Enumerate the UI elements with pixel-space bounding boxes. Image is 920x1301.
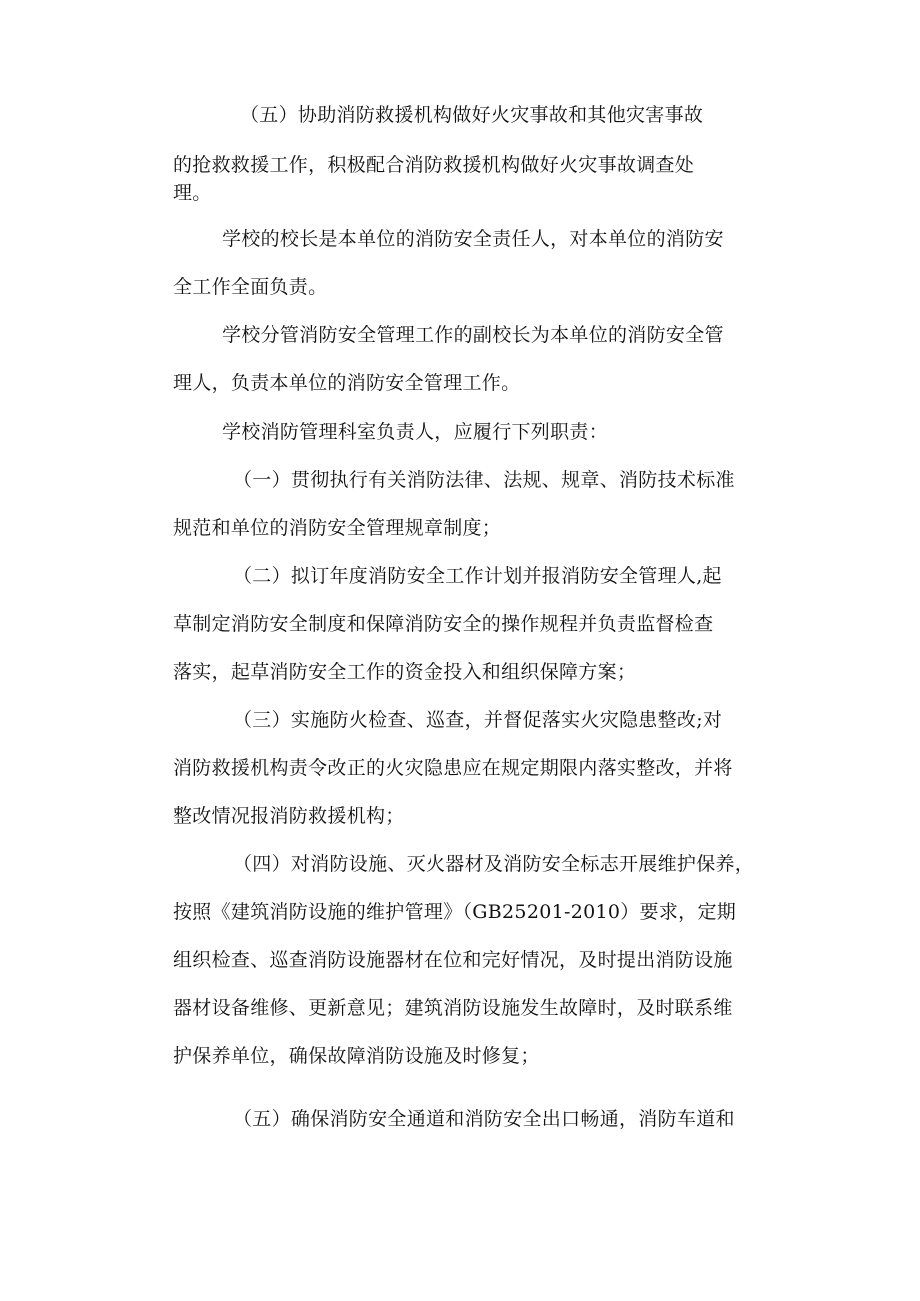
paragraph-line: （三）实施防火检查、巡查，并督促落实火灾隐患整改;对 [233,709,723,731]
paragraph-line: 学校的校长是本单位的消防安全责任人，对本单位的消防安 [222,228,724,250]
paragraph-line: 组织检查、巡查消防设施器材在位和完好情况，及时提出消防设施 [173,949,733,971]
paragraph-line: 整改情况报消防救援机构； [173,805,405,827]
paragraph-line: 学校分管消防安全管理工作的副校长为本单位的消防安全管 [222,324,724,346]
paragraph-line: 护保养单位，确保故障消防设施及时修复； [173,1045,540,1067]
paragraph-line: （五）确保消防安全通道和消防安全出口畅通，消防车道和 [233,1108,735,1130]
paragraph-line: 全工作全面负责。 [173,276,328,298]
paragraph-line: （二）拟订年度消防安全工作计划并报消防安全管理人,起 [233,565,722,587]
paragraph-line: 器材设备维修、更新意见；建筑消防设施发生故障时，及时联系维 [173,997,733,1019]
paragraph-line: 草制定消防安全制度和保障消防安全的操作规程并负责监督检查 [173,613,714,635]
paragraph-line: （五）协助消防救援机构做好火灾事故和其他灾害事故 [240,104,704,126]
paragraph-line: （一）贯彻执行有关消防法律、法规、规章、消防技术标准 [233,469,735,491]
paragraph-line: 理。 [173,182,212,204]
paragraph-line: 的抢救救援工作，积极配合消防救援机构做好火灾事故调查处 [173,154,695,176]
paragraph-line: 消防救援机构责令改正的火灾隐患应在规定期限内落实整改，并将 [173,757,733,779]
paragraph-line: 规范和单位的消防安全管理规章制度； [173,517,502,539]
paragraph-line: 落实，起草消防安全工作的资金投入和组织保障方案； [173,661,637,683]
paragraph-line: 理人，负责本单位的消防安全管理工作。 [173,372,521,394]
paragraph-line: （四）对消防设施、灭火器材及消防安全标志开展维护保养， [233,853,755,875]
paragraph-line: 按照《建筑消防设施的维护管理》（GB25201-2010）要求，定期 [173,901,737,923]
paragraph-line: 学校消防管理科室负责人，应履行下列职责： [222,421,609,443]
